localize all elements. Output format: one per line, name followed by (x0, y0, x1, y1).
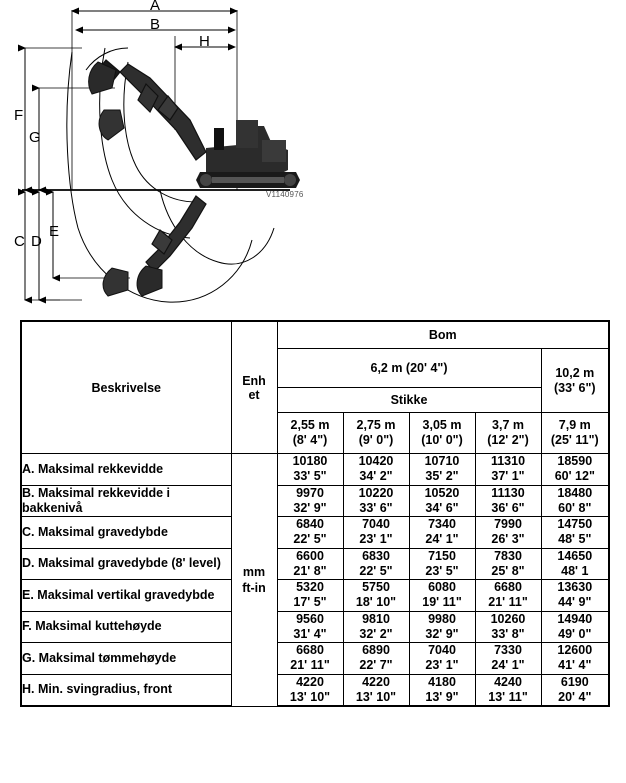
cell-f-4-ft: 33' 8" (491, 626, 525, 641)
cell-f-1 (277, 611, 343, 643)
cell-f-4-mm: 10260 (490, 611, 526, 626)
cell-h-4-ft: 13' 11" (488, 689, 528, 704)
cell-a-3-ft: 35' 2" (425, 469, 459, 484)
row-label-g: G. Maksimal tømmehøyde (21, 643, 231, 675)
column-header-arm-4 (475, 413, 541, 454)
cell-d-1-mm: 6600 (296, 548, 324, 563)
cell-c-1-mm: 6840 (296, 517, 324, 531)
excavator-machine (196, 120, 300, 188)
cell-b-1 (277, 485, 343, 517)
cell-g-3-mm: 7040 (428, 643, 456, 657)
excavator-diagram-svg (0, 0, 626, 312)
column-header-arm-3 (409, 413, 475, 454)
table-row (21, 485, 609, 517)
cell-e-3-ft: 19' 11" (422, 595, 462, 610)
excavator-working-range-diagram (0, 0, 626, 312)
cell-b-2 (343, 485, 409, 517)
dimension-label-f: F (14, 107, 24, 124)
cell-g-5 (541, 643, 609, 675)
table-row (21, 674, 609, 706)
arm-2-imperial: (9' 0") (358, 433, 394, 447)
cell-h-2-ft: 13' 10" (355, 689, 397, 704)
cell-d-3 (409, 548, 475, 580)
cell-d-1 (277, 548, 343, 580)
cell-d-2-ft: 22' 5" (359, 563, 393, 578)
header-row-boom (21, 321, 609, 349)
arm-1-metric: 2,55 m (290, 418, 330, 433)
column-header-description: Beskrivelse (21, 321, 231, 454)
cell-a-1-ft: 33' 5" (293, 469, 327, 484)
table-body (21, 454, 609, 707)
column-header-arm-2 (343, 413, 409, 454)
cell-c-1-ft: 22' 5" (293, 532, 327, 547)
table-row (21, 548, 609, 580)
cell-b-4 (475, 485, 541, 517)
cell-e-5-mm: 13630 (557, 580, 593, 594)
column-header-boom-6-2m: 6,2 m (20' 4") (277, 349, 541, 388)
cell-d-5 (541, 548, 609, 580)
cell-f-4 (475, 611, 541, 643)
cell-c-4-ft: 26' 3" (491, 532, 525, 547)
cell-h-1 (277, 674, 343, 706)
cell-e-4-mm: 6680 (494, 580, 522, 594)
cell-g-4 (475, 643, 541, 675)
table-row (21, 517, 609, 549)
boom-10-2m-line1: 10,2 m (555, 366, 595, 381)
table-row (21, 643, 609, 675)
cell-f-5-ft: 49' 0" (558, 626, 592, 641)
cell-e-3-mm: 6080 (428, 580, 456, 594)
dimension-label-g: G (29, 129, 41, 146)
column-header-boom: Bom (277, 321, 609, 349)
cell-b-1-mm: 9970 (296, 485, 324, 500)
cell-h-5 (541, 674, 609, 706)
cell-g-1 (277, 643, 343, 675)
boom-10-2m-line2: (33' 6") (554, 380, 596, 395)
cell-a-2-mm: 10420 (358, 454, 394, 468)
cell-h-1-mm: 4220 (296, 674, 324, 689)
table-row (21, 580, 609, 612)
column-header-unit (231, 321, 277, 454)
cell-e-2 (343, 580, 409, 612)
cell-f-3-mm: 9980 (428, 611, 456, 626)
cell-c-4-mm: 7990 (494, 517, 522, 531)
dimension-label-a: A (150, 0, 161, 14)
cell-f-2-ft: 32' 2" (359, 626, 393, 641)
cell-d-5-ft: 48' 1 (561, 563, 589, 578)
cell-e-2-mm: 5750 (362, 580, 390, 594)
arm-1-imperial: (8' 4") (292, 433, 328, 447)
cell-e-1-mm: 5320 (296, 580, 324, 594)
cell-c-3-ft: 24' 1" (425, 532, 459, 547)
dimension-label-c: C (14, 233, 25, 250)
cell-a-1-mm: 10180 (292, 454, 328, 468)
cell-c-3-mm: 7340 (428, 517, 456, 531)
cell-b-2-ft: 33' 6" (359, 500, 393, 515)
cell-b-4-ft: 36' 6" (491, 500, 525, 515)
arm-5-imperial: (25' 11") (550, 433, 599, 447)
cell-e-4 (475, 580, 541, 612)
cell-g-2 (343, 643, 409, 675)
cell-h-3 (409, 674, 475, 706)
cell-b-4-mm: 11130 (491, 485, 525, 500)
cell-a-3 (409, 454, 475, 486)
cell-h-4 (475, 674, 541, 706)
cell-d-2 (343, 548, 409, 580)
diagram-reference-code: V1140976 (266, 190, 304, 199)
cell-g-3 (409, 643, 475, 675)
dimension-label-d: D (31, 233, 42, 250)
cell-a-2 (343, 454, 409, 486)
cell-a-2-ft: 34' 2" (359, 469, 393, 484)
cell-c-5-ft: 48' 5" (558, 532, 592, 547)
table-row (21, 454, 609, 486)
unit-header-line1: Enh (242, 373, 266, 388)
cell-e-1-ft: 17' 5" (293, 595, 327, 610)
cell-e-1 (277, 580, 343, 612)
cell-e-3 (409, 580, 475, 612)
cell-h-1-ft: 13' 10" (289, 689, 331, 704)
cell-g-1-mm: 6680 (296, 643, 324, 657)
arm-4-metric: 3,7 m (492, 418, 524, 433)
cell-c-5-mm: 14750 (557, 517, 593, 531)
cell-a-4-mm: 11310 (490, 454, 526, 468)
cell-e-2-ft: 18' 10" (355, 595, 397, 610)
cell-a-5 (541, 454, 609, 486)
cell-f-3 (409, 611, 475, 643)
dimension-label-h: H (199, 33, 210, 50)
unit-mm: mm (242, 564, 266, 579)
cell-c-5 (541, 517, 609, 549)
cell-f-1-mm: 9560 (296, 611, 324, 626)
cell-d-3-ft: 23' 5" (425, 563, 459, 578)
excavator-arm-lower (146, 196, 206, 272)
arm-3-imperial: (10' 0") (421, 433, 463, 447)
cell-a-4-ft: 37' 1" (491, 469, 525, 484)
cell-g-5-ft: 41' 4" (558, 658, 592, 673)
cell-h-5-ft: 20' 4" (558, 689, 592, 704)
cell-c-3 (409, 517, 475, 549)
cell-a-5-mm: 18590 (557, 454, 593, 468)
row-label-d: D. Maksimal gravedybde (8' level) (21, 548, 231, 580)
column-header-boom-10-2m (541, 349, 609, 413)
cell-f-1-ft: 31' 4" (293, 626, 327, 641)
cell-d-4-ft: 25' 8" (491, 563, 525, 578)
arm-3-metric: 3,05 m (422, 418, 462, 433)
cell-h-2-mm: 4220 (362, 674, 390, 689)
cell-b-3-mm: 10520 (424, 485, 460, 500)
cell-h-4-mm: 4240 (494, 674, 522, 689)
cell-b-5 (541, 485, 609, 517)
column-header-arm: Stikke (277, 388, 541, 413)
row-label-h: H. Min. svingradius, front (21, 674, 231, 706)
cell-h-3-mm: 4180 (428, 674, 456, 689)
cell-g-4-ft: 24' 1" (491, 658, 525, 673)
cell-b-2-mm: 10220 (358, 485, 394, 500)
cell-c-2-mm: 7040 (362, 517, 390, 531)
cell-d-4-mm: 7830 (494, 548, 522, 563)
cell-f-5 (541, 611, 609, 643)
cell-h-2 (343, 674, 409, 706)
cell-f-3-ft: 32' 9" (425, 626, 459, 641)
cell-g-3-ft: 23' 1" (425, 658, 459, 673)
column-header-arm-5 (541, 413, 609, 454)
cell-c-2 (343, 517, 409, 549)
cell-h-3-ft: 13' 9" (425, 689, 459, 704)
arm-5-metric: 7,9 m (558, 418, 591, 433)
cell-e-4-ft: 21' 11" (488, 595, 528, 610)
cell-a-1 (277, 454, 343, 486)
unit-ft-in: ft-in (242, 580, 266, 595)
unit-header-line2: et (248, 387, 260, 402)
row-label-b: B. Maksimal rekkevidde i bakkenivå (21, 485, 231, 517)
cell-c-4 (475, 517, 541, 549)
unit-column-cell (231, 454, 277, 707)
table-header (21, 321, 609, 454)
cell-g-2-ft: 22' 7" (359, 658, 393, 673)
specifications-table-container (20, 320, 608, 707)
cell-d-5-mm: 14650 (557, 548, 593, 563)
arm-2-metric: 2,75 m (356, 418, 396, 433)
cell-a-4 (475, 454, 541, 486)
cell-d-3-mm: 7150 (428, 548, 456, 563)
cell-h-5-mm: 6190 (560, 674, 589, 689)
cell-b-3-ft: 34' 6" (425, 500, 459, 515)
column-header-arm-1 (277, 413, 343, 454)
table-row (21, 611, 609, 643)
cell-e-5 (541, 580, 609, 612)
specifications-table (20, 320, 610, 707)
cell-b-3 (409, 485, 475, 517)
cell-g-1-ft: 21' 11" (290, 658, 330, 673)
cell-b-5-mm: 18480 (557, 485, 593, 500)
cell-e-5-ft: 44' 9" (558, 595, 592, 610)
excavator-bucket-lower (103, 266, 162, 296)
row-label-c: C. Maksimal gravedybde (21, 517, 231, 549)
cell-b-1-ft: 32' 9" (293, 500, 327, 515)
cell-a-5-ft: 60' 12" (554, 469, 595, 484)
cell-g-4-mm: 7330 (494, 643, 522, 657)
row-label-f: F. Maksimal kuttehøyde (21, 611, 231, 643)
cell-d-4 (475, 548, 541, 580)
cell-c-1 (277, 517, 343, 549)
dimension-label-b: B (150, 16, 161, 33)
cell-f-2 (343, 611, 409, 643)
cell-g-2-mm: 6890 (362, 643, 390, 657)
cell-a-3-mm: 10710 (424, 454, 460, 468)
row-label-a: A. Maksimal rekkevidde (21, 454, 231, 486)
row-label-e: E. Maksimal vertikal gravedybde (21, 580, 231, 612)
dimension-label-e: E (49, 223, 60, 240)
cell-d-1-ft: 21' 8" (293, 563, 327, 578)
cell-f-2-mm: 9810 (362, 611, 390, 626)
cell-g-5-mm: 12600 (557, 643, 593, 657)
cell-f-5-mm: 14940 (557, 611, 593, 626)
cell-c-2-ft: 23' 1" (359, 532, 393, 547)
cell-d-2-mm: 6830 (362, 548, 390, 563)
arm-4-imperial: (12' 2") (487, 433, 529, 447)
cell-b-5-ft: 60' 8" (558, 500, 592, 515)
